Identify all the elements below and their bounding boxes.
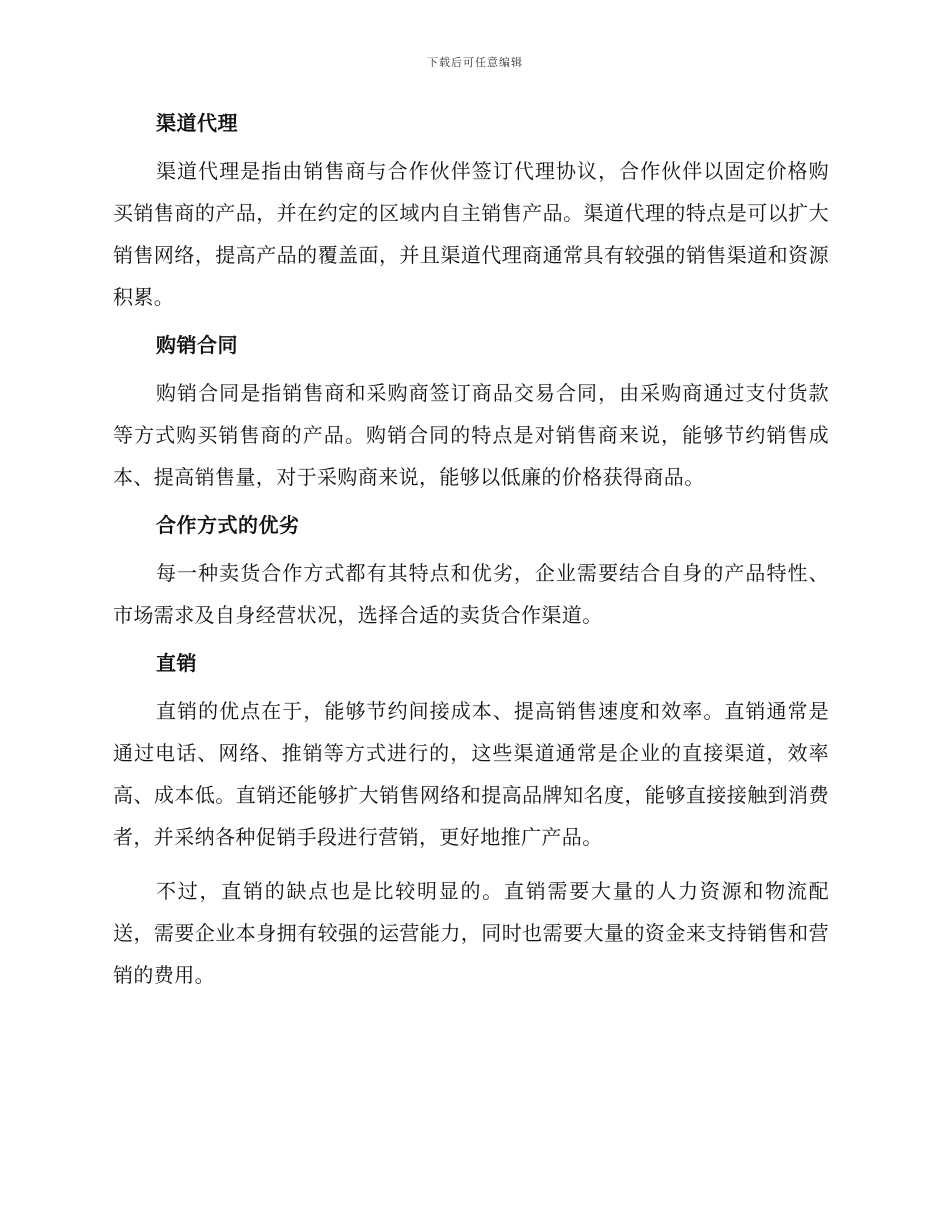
section-heading: 直销	[156, 651, 197, 675]
paragraph: 不过，直销的缺点也是比较明显的。直销需要大量的人力资源和物流配送，需要企业本身拥有较强的运营能力，同时也需要大量的资金来支持销售和营销的费用。	[113, 879, 829, 987]
paragraph: 购销合同是指销售商和采购商签订商品交易合同，由采购商通过支付货款等方式购买销售商的产品。购销合同的特点是对销售商来说，能够节约销售成本、提高销售量，对于采购商来说，能够以低廉的价格获得商品。	[113, 381, 829, 489]
section-heading: 合作方式的优劣	[156, 513, 300, 537]
section-direct-sales	[113, 648, 829, 996]
section-sales-contract	[113, 330, 829, 498]
section-channel-agency	[113, 108, 829, 318]
section-heading: 渠道代理	[156, 111, 238, 135]
page-header: 下载后可任意编辑	[427, 56, 523, 69]
section-pros-cons	[113, 510, 829, 636]
paragraph: 渠道代理是指由销售商与合作伙伴签订代理协议，合作伙伴以固定价格购买销售商的产品，并在约定的区域内自主销售产品。渠道代理的特点是可以扩大销售网络，提高产品的覆盖面，并且渠道代理商通常具有较强的销售渠道和资源积累。	[113, 159, 829, 309]
paragraph: 直销的优点在于，能够节约间接成本、提高销售速度和效率。直销通常是通过电话、网络、推销等方式进行的，这些渠道通常是企业的直接渠道，效率高、成本低。直销还能够扩大销售网络和提高品牌知名度，能够直接接触到消费者，并采纳各种促销手段进行营销，更好地推广产品。	[113, 699, 829, 849]
section-heading: 购销合同	[156, 333, 238, 357]
paragraph: 每一种卖货合作方式都有其特点和优劣，企业需要结合自身的产品特性、市场需求及自身经营状况，选择合适的卖货合作渠道。	[113, 561, 829, 627]
document-body	[113, 108, 829, 1008]
